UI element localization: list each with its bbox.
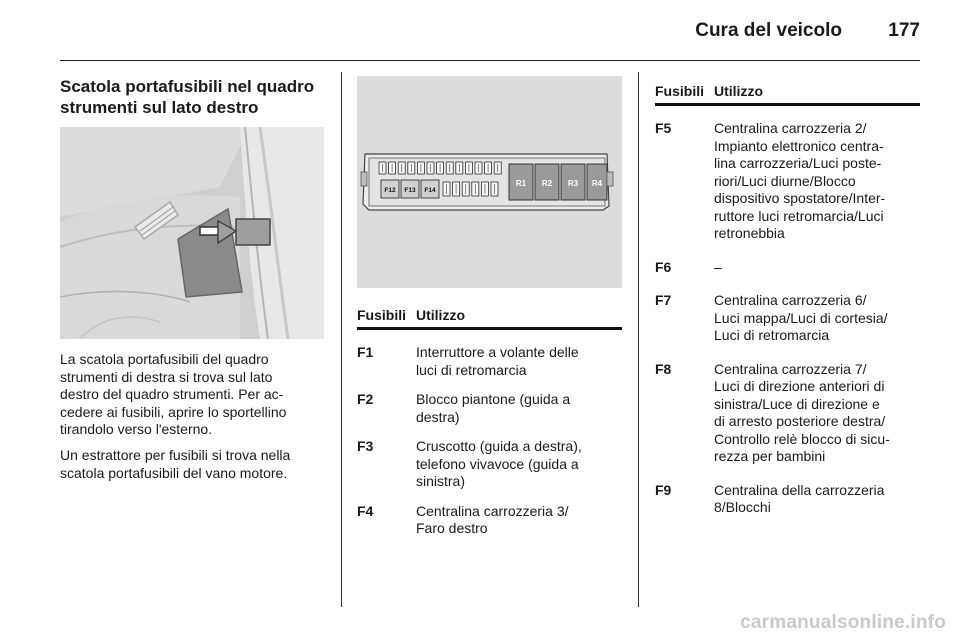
usage-line: destra) xyxy=(416,408,460,425)
usage-line: lina carrozzeria/Luci poste- xyxy=(714,155,882,171)
text-line: cedere ai fusibili, aprire lo sportellino xyxy=(60,403,287,420)
text-line: scatola portafusibili del vano motore. xyxy=(60,464,288,481)
fuse-f14 xyxy=(421,180,439,198)
fuse-code: F4 xyxy=(357,502,374,519)
column-divider-2 xyxy=(638,72,639,607)
usage-line: retronebbia xyxy=(714,225,785,241)
table-row xyxy=(655,482,920,517)
usage-line: rezza per bambini xyxy=(714,448,826,464)
table-row xyxy=(655,120,920,243)
relay-r2 xyxy=(535,164,559,200)
fuse-code: F5 xyxy=(655,120,672,136)
fuse-box-diagram xyxy=(357,76,622,288)
usage-line: Centralina carrozzeria 2/ xyxy=(714,120,867,136)
usage-line: Centralina carrozzeria 7/ xyxy=(714,360,867,377)
usage-line: riori/Luci diurne/Blocco xyxy=(714,172,856,189)
fuse-usage xyxy=(416,391,622,426)
usage-line: Centralina della carrozzeria xyxy=(714,481,885,498)
watermark: carmanualsonline.info xyxy=(740,612,946,633)
fuse-usage xyxy=(714,120,920,243)
usage-line: Cruscotto (guida a destra), xyxy=(416,438,582,454)
text-line: La scatola portafusibili del quadro xyxy=(60,351,269,367)
usage-line: Controllo relè blocco di sicu- xyxy=(714,430,890,447)
table-body xyxy=(655,120,920,517)
fuse-label: F14 xyxy=(424,187,436,194)
fuse-table-left xyxy=(357,307,622,538)
usage-line: Impianto elettronico centra- xyxy=(714,137,884,154)
usage-line: Centralina carrozzeria 3/ xyxy=(416,502,569,519)
table-row xyxy=(655,361,920,466)
section-title-line: Scatola portafusibili nel quadro xyxy=(60,77,315,96)
fuse-usage xyxy=(416,438,622,491)
fuse-code: F1 xyxy=(357,344,374,360)
fuse-code: F9 xyxy=(655,481,672,498)
page-header xyxy=(60,0,920,61)
usage-line: Faro destro xyxy=(416,520,488,536)
table-row xyxy=(357,391,622,426)
section-title xyxy=(60,76,325,118)
table-body xyxy=(357,344,622,538)
fuse-code: F3 xyxy=(357,438,374,454)
fuse-code: F2 xyxy=(357,391,374,407)
fuse-table-right xyxy=(655,83,920,517)
column-header-fuse: Fusibili xyxy=(357,307,406,323)
relay-r4 xyxy=(587,164,607,200)
fuse-f12 xyxy=(381,180,399,198)
table-header xyxy=(655,83,920,106)
usage-line: Luci di direzione anteriori di xyxy=(714,378,885,394)
fuse-usage xyxy=(416,344,622,379)
fuse-usage xyxy=(714,292,920,345)
fuse-code: F7 xyxy=(655,292,672,308)
usage-line: telefono vivavoce (guida a xyxy=(416,455,579,472)
relay-r3 xyxy=(561,164,585,200)
fuse-label: F12 xyxy=(384,187,396,194)
intro-paragraph xyxy=(60,351,325,439)
header-title: Cura del veicolo xyxy=(695,20,842,41)
extractor-paragraph xyxy=(60,447,325,482)
table-row xyxy=(357,438,622,491)
table-header xyxy=(357,307,622,330)
text-line: strumenti di destra si trova sul lato xyxy=(60,368,273,385)
usage-line: Centralina carrozzeria 6/ xyxy=(714,292,867,308)
text-line: Un estrattore per fusibili si trova nella xyxy=(60,447,291,463)
usage-line: Luci di retromarcia xyxy=(714,327,830,343)
fuse-code: F8 xyxy=(655,360,672,377)
fuse-f13 xyxy=(401,180,419,198)
usage-line: luci di retromarcia xyxy=(416,361,527,378)
table-row xyxy=(655,292,920,345)
usage-line: – xyxy=(714,258,722,275)
usage-line: 8/Blocchi xyxy=(714,499,771,515)
table-row xyxy=(655,259,920,277)
relay-label: R2 xyxy=(541,179,553,188)
usage-line: sinistra/Luce di direzione e xyxy=(714,395,880,412)
dashboard-photo xyxy=(60,127,324,339)
column-header-fuse: Fusibili xyxy=(655,83,704,99)
usage-line: di arresto posteriore destra/ xyxy=(714,413,886,429)
usage-line: Interruttore a volante delle xyxy=(416,344,579,360)
fuse-label: F13 xyxy=(404,187,416,194)
usage-line: Blocco piantone (guida a xyxy=(416,391,571,407)
usage-line: dispositivo spostatore/Inter- xyxy=(714,190,886,206)
relay-label: R4 xyxy=(591,179,603,188)
fuse-usage xyxy=(714,361,920,466)
table-row xyxy=(357,503,622,538)
section-title-line: strumenti sul lato destro xyxy=(60,98,259,117)
fuse-usage xyxy=(714,259,920,277)
relay-r1 xyxy=(509,164,533,200)
usage-line: Luci mappa/Luci di cortesia/ xyxy=(714,309,888,326)
column-header-usage: Utilizzo xyxy=(416,307,465,323)
relay-label: R1 xyxy=(515,179,527,188)
usage-line: sinistra) xyxy=(416,473,466,489)
page-number: 177 xyxy=(888,20,920,41)
relay-label: R3 xyxy=(567,179,579,188)
column-header-usage: Utilizzo xyxy=(714,83,763,99)
fuse-usage xyxy=(416,503,622,538)
text-line: tirandolo verso l'esterno. xyxy=(60,421,213,437)
fuse-code: F6 xyxy=(655,258,672,275)
usage-line: ruttore luci retromarcia/Luci xyxy=(714,207,884,224)
text-line: destro del quadro strumenti. Per ac- xyxy=(60,386,284,402)
fuse-usage xyxy=(714,482,920,517)
column-divider-1 xyxy=(341,72,342,607)
table-row xyxy=(357,344,622,379)
